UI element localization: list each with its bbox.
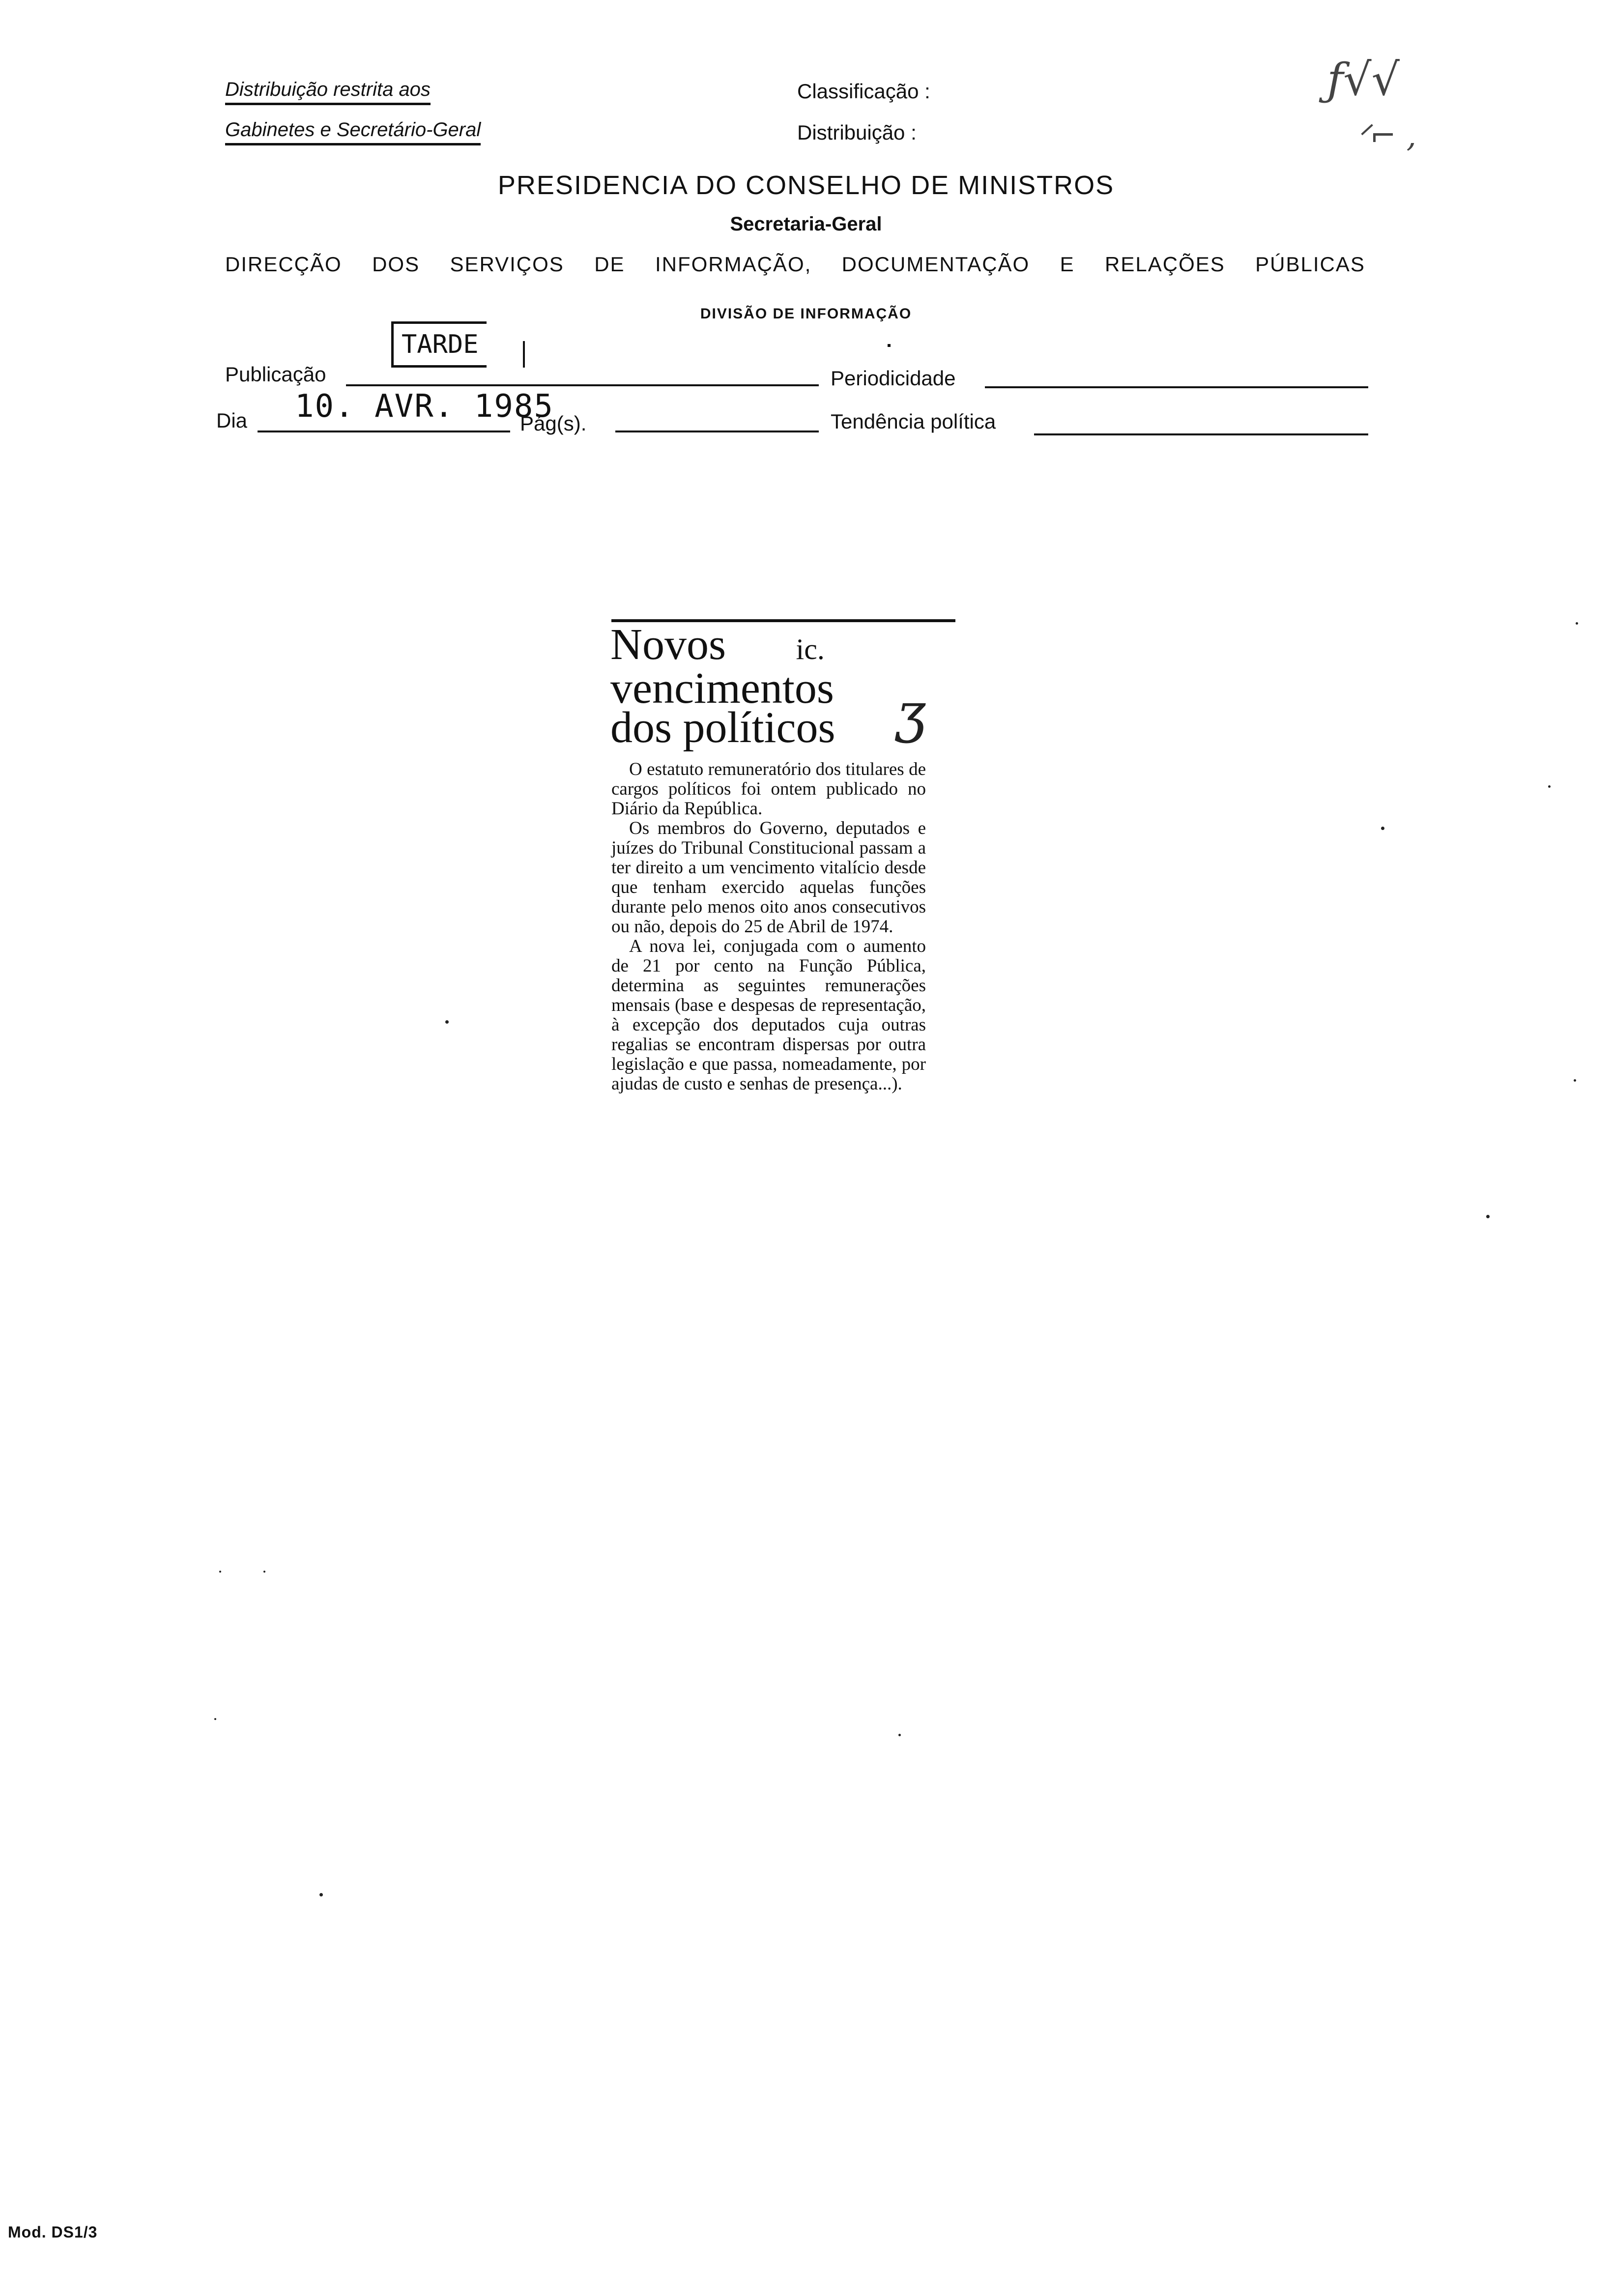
headline-scrawl: ic. bbox=[796, 633, 825, 665]
restricted-distribution-line2: Gabinetes e Secretário-Geral bbox=[225, 119, 481, 145]
scan-speck bbox=[319, 1893, 323, 1896]
clipping-margin-mark: ʒ bbox=[895, 681, 926, 744]
scan-speck bbox=[445, 1020, 449, 1024]
distribution-label: Distribuição : bbox=[797, 121, 917, 144]
speck bbox=[888, 344, 891, 347]
article-paragraph: A nova lei, conjugada com o aumento de 21 por cento na Função Pública, determina as seguintes remunerações mensais (base e despesas de representação, à excepção dos deputados cuja outras regalias se encontram dispersas por outra legislação e que passa, nomeadamente, por ajudas de custo e senhas de presença...). bbox=[611, 936, 926, 1094]
scan-speck bbox=[214, 1718, 216, 1720]
division-title: DIVISÃO DE INFORMAÇÃO bbox=[700, 306, 912, 322]
restricted-distribution-line1: Distribuição restrita aos bbox=[225, 79, 431, 105]
stamp-edge-mark bbox=[523, 341, 525, 368]
directorate-word: RELAÇÕES bbox=[1105, 253, 1225, 276]
publication-label: Publicação bbox=[225, 363, 326, 386]
political-tendency-label: Tendência política bbox=[831, 410, 996, 433]
directorate-word: SERVIÇOS bbox=[450, 253, 564, 276]
directorate-word: DOCUMENTAÇÃO bbox=[841, 253, 1030, 276]
directorate-word: E bbox=[1060, 253, 1075, 276]
pages-label: Pág(s). bbox=[520, 412, 587, 435]
form-code: Mod. DS1/3 bbox=[8, 2223, 98, 2241]
directorate-word: DOS bbox=[372, 253, 420, 276]
scan-speck bbox=[1486, 1215, 1490, 1218]
directorate-title bbox=[225, 253, 1365, 276]
scan-speck bbox=[1381, 827, 1384, 830]
periodicity-label: Periodicidade bbox=[831, 367, 956, 390]
institution-title: PRESIDENCIA DO CONSELHO DE MINISTROS bbox=[497, 171, 1115, 200]
article-body bbox=[611, 760, 926, 1094]
handwritten-mark-1: ƒ√√ bbox=[1327, 54, 1400, 106]
directorate-word: DIRECÇÃO bbox=[225, 253, 342, 276]
day-line bbox=[258, 430, 510, 432]
secretariat-subtitle: Secretaria-Geral bbox=[730, 213, 882, 235]
scan-speck bbox=[898, 1734, 901, 1736]
political-tendency-line bbox=[1034, 433, 1368, 435]
date-stamp: 10. AVR. 1985 bbox=[295, 388, 554, 425]
pages-line bbox=[615, 430, 819, 432]
article-paragraph: O estatuto remuneratório dos titulares de cargos políticos foi ontem publicado no Diário da República. bbox=[611, 759, 926, 819]
scan-speck bbox=[263, 1571, 265, 1573]
directorate-word: DE bbox=[594, 253, 625, 276]
classification-label: Classificação : bbox=[797, 80, 930, 103]
headline-line-2: vencimentos bbox=[610, 664, 834, 713]
directorate-word: INFORMAÇÃO, bbox=[655, 253, 812, 276]
periodicity-line bbox=[985, 386, 1368, 388]
scan-speck bbox=[1548, 785, 1551, 788]
handwritten-mark-2: ᐟ⌐ ‚ bbox=[1356, 118, 1416, 154]
day-label: Dia bbox=[216, 409, 248, 432]
publication-line bbox=[346, 384, 819, 386]
article-paragraph: Os membros do Governo, deputados e juízes do Tribunal Constitucional passam a ter direito a um vencimento vitalício desde que tenham exercido aquelas funções durante pelo menos oito anos consecutivos ou não, depois do 25 de Abril de 1974. bbox=[611, 818, 926, 937]
scan-speck bbox=[219, 1571, 221, 1573]
scan-speck bbox=[1576, 622, 1578, 625]
scan-speck bbox=[1574, 1079, 1576, 1082]
publication-stamp: TARDE bbox=[391, 321, 487, 368]
headline-line-3: dos políticos bbox=[610, 703, 835, 752]
directorate-word: PÚBLICAS bbox=[1255, 253, 1365, 276]
headline-line-1: Novos bbox=[610, 620, 726, 669]
